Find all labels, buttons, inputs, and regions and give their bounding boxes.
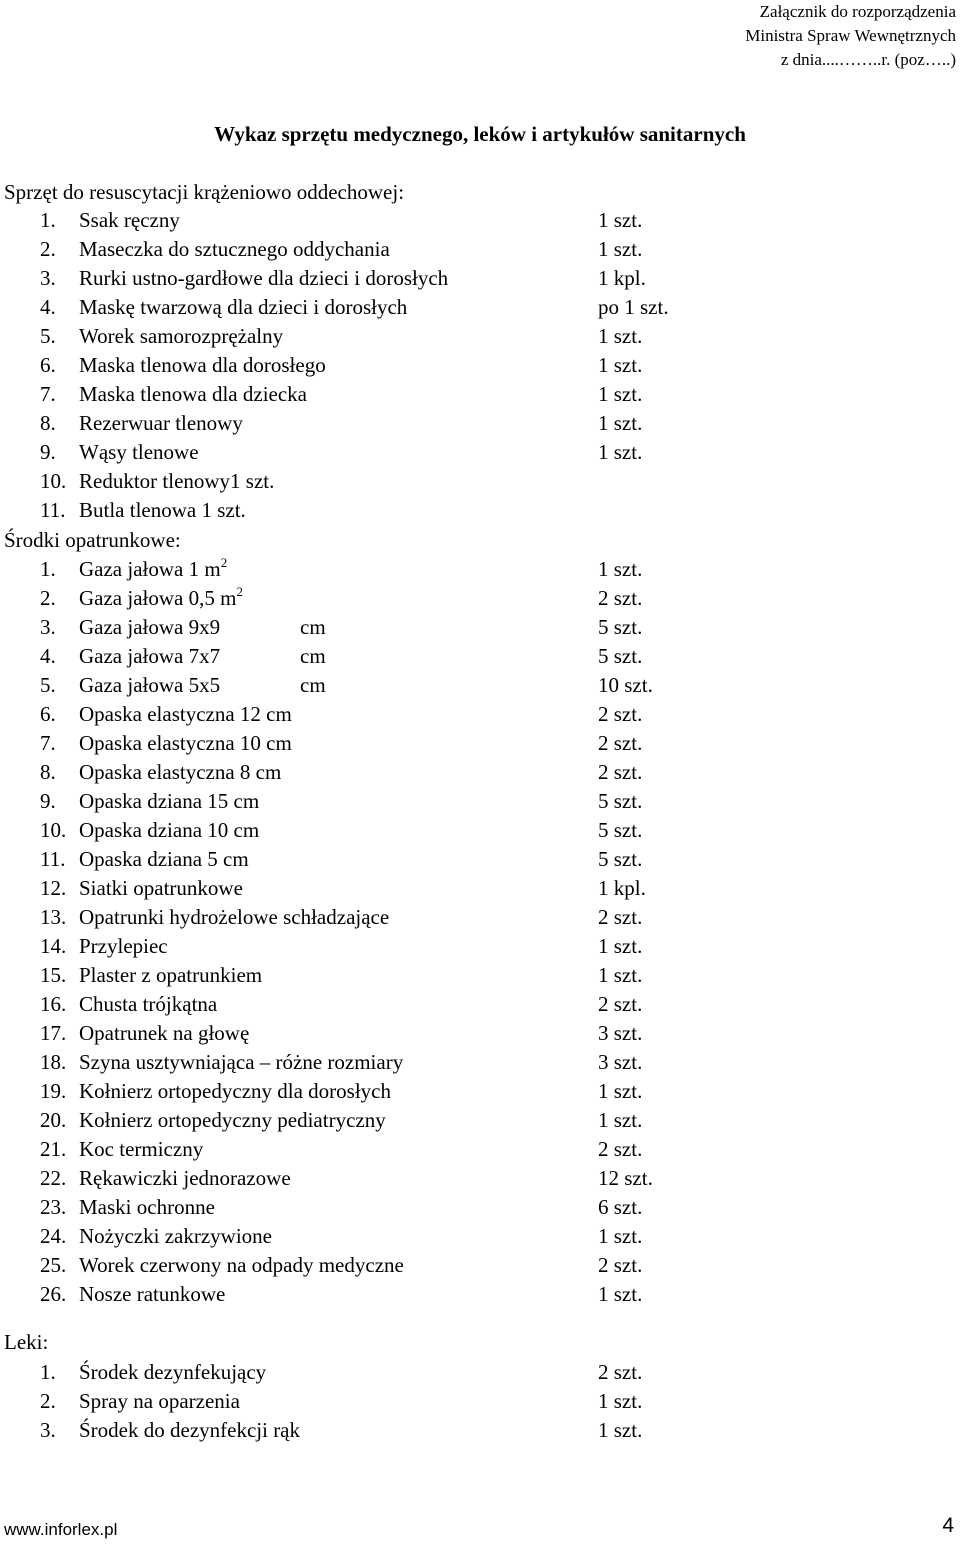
item-name — [79, 818, 259, 843]
item-name — [79, 963, 262, 988]
item-name — [79, 469, 274, 494]
item-name-text: Opaska elastyczna 12 cm — [79, 702, 292, 726]
item-number: 4. — [40, 295, 56, 319]
item-name — [79, 586, 243, 611]
item-name — [79, 440, 199, 465]
item-number: 20. — [40, 1108, 67, 1132]
item-name-text: Środek dezynfekujący — [79, 1360, 267, 1384]
item-name-text: Koc termiczny — [79, 1137, 204, 1161]
item-number: 18. — [40, 1050, 67, 1074]
item-quantity: 1 szt. — [598, 557, 643, 581]
item-quantity: 1 szt. — [598, 411, 643, 435]
item-number: 4. — [40, 644, 56, 668]
item-number: 1. — [40, 1360, 56, 1384]
document-title: Wykaz sprzętu medycznego, leków i artykułów sanitarnych — [214, 122, 746, 146]
item-name — [79, 673, 326, 698]
item-name-text: Kołnierz ortopedyczny pediatryczny — [79, 1108, 386, 1132]
item-quantity: 2 szt. — [598, 731, 643, 755]
item-name-text: Opatrunek na głowę — [79, 1021, 250, 1045]
item-name-text: Gaza jałowa 7x7 — [79, 644, 221, 668]
item-name — [79, 1079, 391, 1104]
item-number: 13. — [40, 905, 67, 929]
item-quantity: 5 szt. — [598, 615, 643, 639]
item-name-text: Opaska dziana 5 cm — [79, 847, 249, 871]
item-name-text: Gaza jałowa 0,5 m — [79, 586, 237, 610]
item-quantity: 1 szt. — [598, 1418, 643, 1442]
item-name — [79, 266, 448, 291]
item-name — [79, 760, 281, 785]
item-name-text: Opatrunki hydrożelowe schładzające — [79, 905, 390, 929]
item-name — [79, 1021, 249, 1046]
item-number: 12. — [40, 876, 67, 900]
item-number: 21. — [40, 1137, 67, 1161]
item-number: 22. — [40, 1166, 67, 1190]
item-quantity: 1 szt. — [598, 934, 643, 958]
item-name — [79, 1195, 215, 1220]
item-number: 15. — [40, 963, 67, 987]
item-number: 23. — [40, 1195, 67, 1219]
item-quantity: 2 szt. — [598, 760, 643, 784]
item-name-text: Worek samorozprężalny — [79, 324, 284, 348]
item-name — [79, 1418, 300, 1443]
item-name — [79, 237, 390, 262]
item-name — [79, 1282, 225, 1307]
item-name — [79, 789, 259, 814]
item-name — [79, 208, 180, 233]
item-name — [79, 1389, 240, 1414]
item-name — [79, 847, 249, 872]
item-quantity: 12 szt. — [598, 1166, 653, 1190]
item-number: 8. — [40, 760, 56, 784]
item-number: 6. — [40, 353, 56, 377]
item-number: 10. — [40, 818, 67, 842]
item-name-text: Spray na oparzenia — [79, 1389, 240, 1413]
page-number: 4 — [942, 1514, 954, 1537]
item-unit: cm — [300, 615, 326, 639]
item-quantity: 1 szt. — [598, 324, 643, 348]
item-quantity: 3 szt. — [598, 1050, 643, 1074]
item-name-text: Opaska elastyczna 10 cm — [79, 731, 292, 755]
item-name-text: Gaza jałowa 1 m — [79, 557, 221, 581]
item-superscript: 2 — [220, 555, 228, 570]
item-number: 11. — [40, 498, 66, 522]
item-name-text: Opaska elastyczna 8 cm — [79, 760, 282, 784]
item-number: 10. — [40, 469, 67, 493]
item-quantity: 1 szt. — [598, 1079, 643, 1103]
item-superscript: 2 — [236, 584, 243, 599]
item-name — [79, 615, 326, 640]
item-quantity: 1 szt. — [598, 208, 643, 232]
item-number: 9. — [40, 789, 56, 813]
item-number: 1. — [40, 557, 56, 581]
item-quantity: 1 szt. — [598, 1108, 643, 1132]
item-unit: cm — [300, 673, 326, 697]
item-quantity: 5 szt. — [598, 847, 643, 871]
item-name-text: Opaska dziana 15 cm — [79, 789, 260, 813]
item-quantity: 1 szt. — [598, 1282, 643, 1306]
item-name — [79, 1137, 203, 1162]
item-quantity: 2 szt. — [598, 905, 643, 929]
item-quantity: 1 szt. — [598, 963, 643, 987]
section-heading: Leki: — [4, 1330, 49, 1354]
item-number: 1. — [40, 208, 56, 232]
item-quantity: 1 szt. — [598, 1389, 643, 1413]
item-number: 17. — [40, 1021, 67, 1045]
item-name-text: Maski ochronne — [79, 1195, 215, 1219]
item-number: 26. — [40, 1282, 67, 1306]
section-heading: Środki opatrunkowe: — [4, 528, 181, 552]
item-number: 7. — [40, 731, 56, 755]
item-name-text: Maskę twarzową dla dzieci i dorosłych — [79, 295, 408, 319]
item-name-text: Środek do dezynfekcji rąk — [79, 1418, 301, 1442]
item-number: 3. — [40, 1418, 56, 1442]
item-name — [79, 411, 243, 436]
item-quantity: 1 szt. — [598, 237, 643, 261]
item-name — [79, 992, 217, 1017]
item-name — [79, 702, 292, 727]
item-name-text: Maseczka do sztucznego oddychania — [79, 237, 390, 261]
item-name — [79, 1360, 266, 1385]
item-name-text: Worek czerwony na odpady medyczne — [79, 1253, 404, 1277]
item-number: 9. — [40, 440, 56, 464]
item-number: 3. — [40, 266, 56, 290]
item-unit: cm — [300, 644, 326, 668]
item-number: 2. — [40, 237, 56, 261]
item-quantity: 1 szt. — [598, 1224, 643, 1248]
item-quantity: 1 kpl. — [598, 876, 646, 900]
item-name-text: Szyna usztywniająca – różne rozmiary — [79, 1050, 404, 1074]
item-name — [79, 1224, 272, 1249]
item-name-text: Maska tlenowa dla dorosłego — [79, 353, 326, 377]
item-number: 5. — [40, 673, 56, 697]
item-name — [79, 934, 168, 959]
item-quantity: 5 szt. — [598, 789, 643, 813]
item-name-text: Nożyczki zakrzywione — [79, 1224, 272, 1248]
item-name-text: Ssak ręczny — [79, 208, 180, 232]
item-quantity: 2 szt. — [598, 992, 643, 1016]
item-number: 14. — [40, 934, 67, 958]
item-name — [79, 557, 227, 582]
item-quantity: 1 szt. — [598, 440, 643, 464]
item-quantity: 1 szt. — [598, 382, 643, 406]
item-name-text: Rękawiczki jednorazowe — [79, 1166, 291, 1190]
item-number: 6. — [40, 702, 56, 726]
item-number: 5. — [40, 324, 56, 348]
item-quantity: 2 szt. — [598, 1253, 643, 1277]
item-quantity: 3 szt. — [598, 1021, 643, 1045]
item-name-text: Plaster z opatrunkiem — [79, 963, 263, 987]
item-number: 3. — [40, 615, 56, 639]
item-number: 25. — [40, 1253, 67, 1277]
item-number: 8. — [40, 411, 56, 435]
item-name — [79, 295, 407, 320]
header-line-2: Ministra Spraw Wewnętrznych — [745, 26, 956, 45]
section-heading: Sprzęt do resuscytacji krążeniowo oddechowej: — [4, 180, 405, 204]
document-header — [745, 0, 956, 72]
footer-website: www.inforlex.pl — [4, 1520, 118, 1539]
item-quantity: 5 szt. — [598, 818, 643, 842]
header-line-3: z dnia....……..r. (poz…..) — [780, 50, 956, 69]
header-line-1: Załącznik do rozporządzenia — [759, 2, 956, 21]
item-name-text: Gaza jałowa 9x9 — [79, 615, 221, 639]
item-name — [79, 1253, 404, 1278]
item-name — [79, 731, 292, 756]
item-number: 2. — [40, 1389, 56, 1413]
item-quantity: 10 szt. — [598, 673, 653, 697]
item-number: 24. — [40, 1224, 67, 1248]
item-name — [79, 1050, 403, 1075]
item-name-text: Rezerwuar tlenowy — [79, 411, 243, 435]
item-number: 2. — [40, 586, 56, 610]
item-quantity: po 1 szt. — [598, 295, 669, 319]
item-quantity: 1 kpl. — [598, 266, 646, 290]
item-name — [79, 1108, 386, 1133]
item-name-text: Gaza jałowa 5x5 — [79, 673, 221, 697]
item-name-text: Siatki opatrunkowe — [79, 876, 243, 900]
item-name — [79, 382, 307, 407]
item-name — [79, 498, 246, 523]
item-name-text: Reduktor tlenowy1 szt. — [79, 469, 275, 493]
item-name-text: Wąsy tlenowe — [79, 440, 199, 464]
item-name-text: Butla tlenowa 1 szt. — [79, 498, 246, 522]
item-name-text: Chusta trójkątna — [79, 992, 218, 1016]
item-quantity: 5 szt. — [598, 644, 643, 668]
item-name-text: Kołnierz ortopedyczny dla dorosłych — [79, 1079, 391, 1103]
item-name — [79, 644, 326, 669]
item-name-text: Opaska dziana 10 cm — [79, 818, 260, 842]
item-name — [79, 324, 283, 349]
item-name-text: Przylepiec — [79, 934, 168, 958]
item-name-text: Rurki ustno-gardłowe dla dzieci i dorosłych — [79, 266, 449, 290]
item-quantity: 6 szt. — [598, 1195, 643, 1219]
item-quantity: 2 szt. — [598, 1360, 643, 1384]
item-number: 7. — [40, 382, 56, 406]
item-quantity: 2 szt. — [598, 586, 643, 610]
item-quantity: 2 szt. — [598, 1137, 643, 1161]
item-quantity: 2 szt. — [598, 702, 643, 726]
item-name-text: Nosze ratunkowe — [79, 1282, 226, 1306]
item-name — [79, 905, 389, 930]
item-number: 11. — [40, 847, 66, 871]
item-name — [79, 353, 326, 378]
item-name — [79, 876, 243, 901]
item-name — [79, 1166, 291, 1191]
item-name-text: Maska tlenowa dla dziecka — [79, 382, 307, 406]
item-number: 16. — [40, 992, 67, 1016]
item-number: 19. — [40, 1079, 67, 1103]
item-quantity: 1 szt. — [598, 353, 643, 377]
